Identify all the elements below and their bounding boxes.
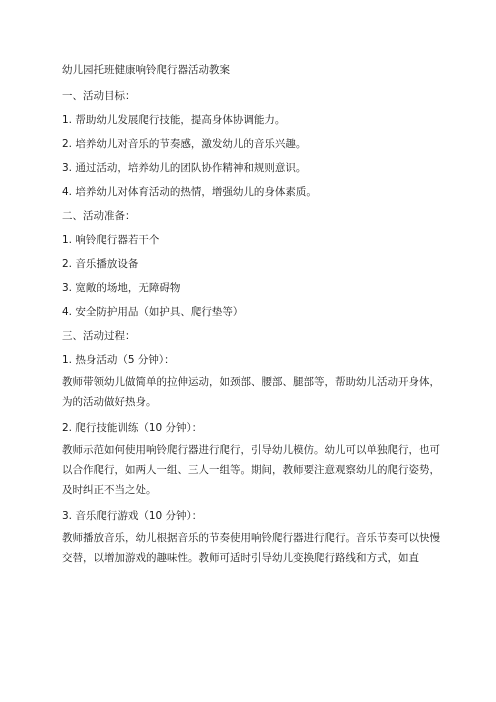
document-page bbox=[62, 62, 440, 568]
step-heading-training: 2. 爬行技能训练（10 分钟）： bbox=[62, 422, 203, 434]
list-item: 3. 通过活动，培养幼儿的团队协作精神和规则意识。 bbox=[62, 162, 307, 174]
list-item: 2. 培养幼儿对音乐的节奏感，激发幼儿的音乐兴趣。 bbox=[62, 138, 307, 150]
list-item: 4. 培养幼儿对体育活动的热情，增强幼儿的身体素质。 bbox=[62, 186, 317, 198]
step-text-training: 教师示范如何使用响铃爬行器进行爬行，引导幼儿模仿。幼儿可以单独爬行，也可以合作爬行，如两人一组、三人一组等。期间，教师要注意观察幼儿的爬行姿势，及时纠正不当之处。 bbox=[62, 444, 440, 496]
section-heading-process: 三、活动过程： bbox=[62, 330, 136, 342]
list-item: 4. 安全防护用品（如护具、爬行垫等） bbox=[62, 306, 244, 318]
step-text-warmup: 教师带领幼儿做简单的拉伸运动，如颈部、腰部、腿部等，帮助幼儿活动开身体，为的活动做好热身。 bbox=[62, 376, 440, 408]
step-heading-music-game: 3. 音乐爬行游戏（10 分钟）： bbox=[62, 510, 203, 522]
section-heading-goals: 一、活动目标： bbox=[62, 90, 136, 102]
step-text-music-game: 教师播放音乐，幼儿根据音乐的节奏使用响铃爬行器进行爬行。音乐节奏可以快慢交替，以增加游戏的趣味性。教师可适时引导幼儿变换爬行路线和方式，如直 bbox=[62, 532, 440, 564]
list-item: 3. 宽敞的场地，无障碍物 bbox=[62, 282, 181, 294]
step-heading-warmup: 1. 热身活动（5 分钟）： bbox=[62, 354, 175, 366]
list-item: 1. 帮助幼儿发展爬行技能，提高身体协调能力。 bbox=[62, 114, 286, 126]
section-heading-preparation: 二、活动准备： bbox=[62, 210, 136, 222]
list-item: 1. 响铃爬行器若干个 bbox=[62, 234, 160, 246]
document-title: 幼儿园托班健康响铃爬行器活动教案 bbox=[62, 64, 230, 76]
list-item: 2. 音乐播放设备 bbox=[62, 258, 139, 270]
